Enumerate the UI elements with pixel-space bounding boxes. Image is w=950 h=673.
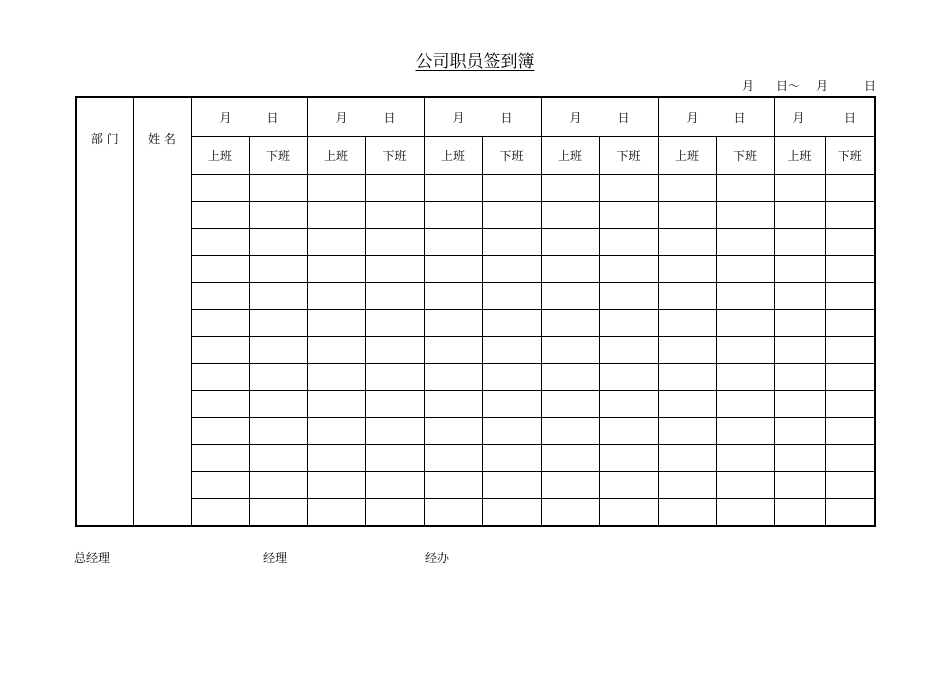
on-duty-cell[interactable] [774,445,825,472]
off-duty-cell[interactable] [825,499,875,527]
on-duty-cell[interactable] [424,229,482,256]
date-header-1 [191,97,307,137]
on-duty-cell[interactable] [541,283,599,310]
off-duty-cell[interactable] [482,337,541,364]
date-range-month-end: 月 [816,79,829,93]
on-duty-header: 上班 [191,137,249,175]
on-duty-cell[interactable] [658,418,716,445]
on-duty-cell[interactable] [424,445,482,472]
date-day: 日 [843,110,856,125]
off-duty-cell[interactable] [825,391,875,418]
on-duty-cell[interactable] [424,310,482,337]
on-duty-cell[interactable] [658,445,716,472]
off-duty-cell[interactable] [716,202,774,229]
date-day: 日 [617,110,630,125]
off-duty-cell[interactable] [365,499,424,527]
table-row [76,418,875,445]
on-duty-cell[interactable] [191,364,249,391]
on-duty-cell[interactable] [541,310,599,337]
off-duty-cell[interactable] [365,445,424,472]
on-duty-cell[interactable] [307,418,365,445]
on-duty-cell[interactable] [774,472,825,499]
on-duty-header: 上班 [774,137,825,175]
off-duty-cell[interactable] [716,283,774,310]
table-row [76,445,875,472]
off-duty-cell[interactable] [482,310,541,337]
on-duty-cell[interactable] [658,283,716,310]
on-duty-cell[interactable] [424,202,482,229]
off-duty-cell[interactable] [825,337,875,364]
department-column-header: 部 门 [76,97,133,526]
table-row [76,256,875,283]
off-duty-header: 下班 [365,137,424,175]
table-row [76,310,875,337]
manager-signature-label: 经理 [263,551,288,565]
date-month: 月 [686,110,699,125]
off-duty-cell[interactable] [365,175,424,202]
on-duty-cell[interactable] [541,391,599,418]
date-range-day-start: 日～ [776,79,801,93]
on-duty-cell[interactable] [424,499,482,527]
date-month: 月 [792,110,805,125]
date-header-5 [658,97,774,137]
table-row [76,283,875,310]
on-duty-cell[interactable] [424,364,482,391]
off-duty-cell[interactable] [599,202,658,229]
off-duty-cell[interactable] [825,472,875,499]
on-duty-cell[interactable] [774,364,825,391]
off-duty-header: 下班 [716,137,774,175]
off-duty-cell[interactable] [249,445,307,472]
off-duty-cell[interactable] [482,499,541,527]
table-row [76,175,875,202]
on-duty-cell[interactable] [307,391,365,418]
off-duty-cell[interactable] [365,364,424,391]
general-manager-signature-label: 总经理 [74,551,111,565]
off-duty-cell[interactable] [599,472,658,499]
off-duty-cell[interactable] [249,391,307,418]
off-duty-cell[interactable] [825,364,875,391]
name-column-header: 姓 名 [133,97,191,526]
on-duty-cell[interactable] [541,445,599,472]
off-duty-cell[interactable] [599,337,658,364]
on-duty-cell[interactable] [307,472,365,499]
on-duty-cell[interactable] [658,256,716,283]
off-duty-cell[interactable] [365,256,424,283]
on-duty-cell[interactable] [774,337,825,364]
on-duty-cell[interactable] [658,337,716,364]
on-duty-cell[interactable] [191,310,249,337]
off-duty-cell[interactable] [599,445,658,472]
on-duty-cell[interactable] [191,256,249,283]
attendance-table [75,96,876,527]
off-duty-cell[interactable] [599,418,658,445]
on-duty-cell[interactable] [774,229,825,256]
date-day: 日 [500,110,513,125]
on-duty-cell[interactable] [774,256,825,283]
off-duty-cell[interactable] [716,175,774,202]
on-duty-cell[interactable] [658,499,716,527]
table-row [76,472,875,499]
date-range-month-start: 月 [742,79,755,93]
off-duty-cell[interactable] [249,310,307,337]
date-range [740,77,880,95]
date-month: 月 [219,110,232,125]
on-duty-cell[interactable] [424,256,482,283]
on-duty-cell[interactable] [541,364,599,391]
on-duty-cell[interactable] [191,472,249,499]
on-duty-cell[interactable] [774,499,825,527]
handler-signature-label: 经办 [425,551,450,565]
off-duty-header: 下班 [482,137,541,175]
off-duty-cell[interactable] [482,175,541,202]
off-duty-cell[interactable] [365,391,424,418]
on-duty-cell[interactable] [658,364,716,391]
date-header-6 [774,97,875,137]
on-duty-cell[interactable] [541,418,599,445]
off-duty-cell[interactable] [716,229,774,256]
off-duty-cell[interactable] [599,256,658,283]
date-month: 月 [452,110,465,125]
date-range-day-end: 日 [864,79,877,93]
header-row-shifts [76,137,875,175]
on-duty-cell[interactable] [307,283,365,310]
date-header-3 [424,97,541,137]
on-duty-cell[interactable] [191,202,249,229]
off-duty-cell[interactable] [716,310,774,337]
off-duty-cell[interactable] [249,499,307,527]
off-duty-cell[interactable] [599,391,658,418]
off-duty-cell[interactable] [249,418,307,445]
off-duty-cell[interactable] [365,337,424,364]
off-duty-cell[interactable] [482,418,541,445]
off-duty-cell[interactable] [482,445,541,472]
on-duty-cell[interactable] [307,445,365,472]
on-duty-cell[interactable] [424,283,482,310]
table-row [76,337,875,364]
off-duty-cell[interactable] [599,229,658,256]
table-row [76,391,875,418]
date-day: 日 [383,110,396,125]
on-duty-cell[interactable] [424,391,482,418]
off-duty-cell[interactable] [599,310,658,337]
on-duty-cell[interactable] [424,472,482,499]
on-duty-cell[interactable] [541,175,599,202]
on-duty-cell[interactable] [541,202,599,229]
on-duty-cell[interactable] [541,499,599,527]
off-duty-cell[interactable] [825,256,875,283]
date-month: 月 [569,110,582,125]
off-duty-cell[interactable] [365,283,424,310]
on-duty-cell[interactable] [658,229,716,256]
page-title-text: 公司职员签到簿 [415,52,535,72]
on-duty-header: 上班 [424,137,482,175]
on-duty-cell[interactable] [191,445,249,472]
on-duty-cell[interactable] [307,256,365,283]
off-duty-cell[interactable] [599,175,658,202]
on-duty-cell[interactable] [658,472,716,499]
off-duty-cell[interactable] [249,364,307,391]
off-duty-cell[interactable] [482,202,541,229]
on-duty-cell[interactable] [307,202,365,229]
on-duty-cell[interactable] [774,391,825,418]
off-duty-cell[interactable] [482,283,541,310]
off-duty-header: 下班 [249,137,307,175]
off-duty-cell[interactable] [716,499,774,527]
off-duty-cell[interactable] [365,229,424,256]
off-duty-cell[interactable] [249,337,307,364]
off-duty-cell[interactable] [365,418,424,445]
on-duty-cell[interactable] [191,283,249,310]
off-duty-cell[interactable] [825,445,875,472]
off-duty-cell[interactable] [716,337,774,364]
on-duty-cell[interactable] [191,418,249,445]
off-duty-cell[interactable] [482,256,541,283]
off-duty-cell[interactable] [825,175,875,202]
off-duty-cell[interactable] [825,229,875,256]
off-duty-header: 下班 [825,137,875,175]
off-duty-cell[interactable] [482,391,541,418]
on-duty-cell[interactable] [307,337,365,364]
on-duty-cell[interactable] [424,337,482,364]
off-duty-cell[interactable] [716,418,774,445]
table-row [76,229,875,256]
page-title [0,51,950,73]
on-duty-cell[interactable] [658,391,716,418]
table-row [76,499,875,527]
on-duty-cell[interactable] [191,499,249,527]
on-duty-cell[interactable] [307,364,365,391]
on-duty-cell[interactable] [191,175,249,202]
on-duty-cell[interactable] [658,202,716,229]
off-duty-cell[interactable] [716,256,774,283]
off-duty-cell[interactable] [249,229,307,256]
header-row-dates [76,97,875,137]
on-duty-cell[interactable] [307,310,365,337]
off-duty-cell[interactable] [716,472,774,499]
off-duty-header: 下班 [599,137,658,175]
off-duty-cell[interactable] [365,310,424,337]
on-duty-cell[interactable] [774,283,825,310]
off-duty-cell[interactable] [825,418,875,445]
date-header-2 [307,97,424,137]
on-duty-cell[interactable] [541,229,599,256]
off-duty-cell[interactable] [482,229,541,256]
on-duty-cell[interactable] [424,175,482,202]
off-duty-cell[interactable] [249,256,307,283]
off-duty-cell[interactable] [825,202,875,229]
on-duty-cell[interactable] [307,175,365,202]
table-row [76,202,875,229]
on-duty-header: 上班 [541,137,599,175]
off-duty-cell[interactable] [249,283,307,310]
off-duty-cell[interactable] [365,202,424,229]
on-duty-cell[interactable] [774,310,825,337]
on-duty-cell[interactable] [541,472,599,499]
on-duty-cell[interactable] [191,229,249,256]
on-duty-cell[interactable] [307,499,365,527]
off-duty-cell[interactable] [249,472,307,499]
on-duty-cell[interactable] [774,202,825,229]
on-duty-cell[interactable] [191,391,249,418]
on-duty-cell[interactable] [191,337,249,364]
off-duty-cell[interactable] [825,283,875,310]
on-duty-cell[interactable] [774,175,825,202]
off-duty-cell[interactable] [599,499,658,527]
on-duty-header: 上班 [658,137,716,175]
on-duty-cell[interactable] [541,337,599,364]
off-duty-cell[interactable] [249,202,307,229]
date-header-4 [541,97,658,137]
off-duty-cell[interactable] [599,364,658,391]
off-duty-cell[interactable] [365,472,424,499]
on-duty-cell[interactable] [774,418,825,445]
on-duty-cell[interactable] [658,175,716,202]
on-duty-cell[interactable] [658,310,716,337]
off-duty-cell[interactable] [716,445,774,472]
off-duty-cell[interactable] [716,364,774,391]
table-row [76,364,875,391]
off-duty-cell[interactable] [825,310,875,337]
on-duty-cell[interactable] [424,418,482,445]
off-duty-cell[interactable] [716,391,774,418]
off-duty-cell[interactable] [482,364,541,391]
on-duty-header: 上班 [307,137,365,175]
off-duty-cell[interactable] [249,175,307,202]
off-duty-cell[interactable] [482,472,541,499]
off-duty-cell[interactable] [599,283,658,310]
on-duty-cell[interactable] [307,229,365,256]
date-day: 日 [266,110,279,125]
date-month: 月 [335,110,348,125]
date-day: 日 [733,110,746,125]
on-duty-cell[interactable] [541,256,599,283]
